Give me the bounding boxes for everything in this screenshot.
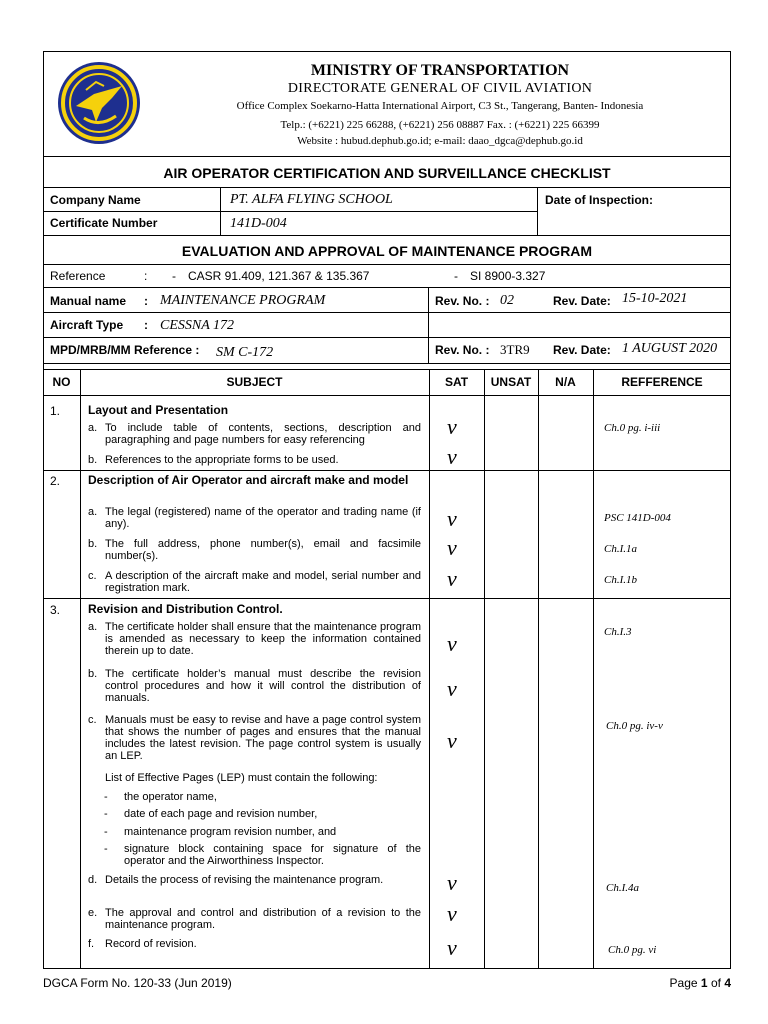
item-letter: e. (88, 907, 98, 919)
manual-rev-date-label: Rev. Date: (553, 294, 611, 308)
divider (429, 369, 430, 969)
mpd-rev-date-label: Rev. Date: (553, 343, 611, 357)
item-reference: PSC 141D-004 (604, 512, 671, 524)
ministry-logo (56, 60, 142, 146)
section-number: 1. (50, 404, 61, 418)
reference-colon: : (144, 269, 148, 283)
aircraft-type-label: Aircraft Type (50, 318, 124, 332)
col-header-subject: SUBJECT (226, 375, 283, 389)
item-text: Details the process of revising the maintenance program. (105, 874, 384, 886)
office-address: Office Complex Soekarno-Hatta International Airport, C3 St., Tangerang, Banten- Indonesia (236, 100, 644, 112)
item-letter: a. (88, 506, 98, 518)
divider (593, 369, 594, 969)
item-text: Manuals must be easy to revise and have a page control system that shows the number of pages and ensures that the manual includes the latest revision. The page control system is usually an LEP. (105, 714, 421, 762)
item-reference: Ch.I.4a (606, 882, 639, 894)
sat-mark: v (447, 444, 457, 469)
aircraft-type-colon: : (144, 318, 148, 332)
item-letter: c. (88, 570, 97, 582)
sat-mark: v (447, 676, 457, 701)
mpd-reference-value: SM C-172 (216, 345, 274, 360)
manual-rev-no-label: Rev. No. : (435, 294, 490, 308)
sat-mark: v (447, 728, 457, 753)
directorate-title: DIRECTORATE GENERAL OF CIVIL AVIATION (287, 81, 593, 96)
reference-dash-2: - (454, 269, 458, 283)
date-of-inspection-label: Date of Inspection: (545, 193, 654, 207)
item-letter: a. (88, 422, 98, 434)
lep-item: maintenance program revision number, and (124, 826, 337, 838)
page-indicator (620, 976, 731, 990)
page-number: 1 (700, 976, 708, 990)
sat-mark: v (447, 414, 457, 439)
company-name-label: Company Name (50, 193, 141, 207)
divider (484, 369, 485, 969)
sat-mark: v (447, 535, 457, 560)
manual-name-colon: : (144, 294, 148, 308)
ministry-title: MINISTRY OF TRANSPORTATION (310, 62, 570, 79)
section-number: 3. (50, 603, 61, 617)
sat-mark: v (447, 506, 457, 531)
aircraft-type-value: CESSNA 172 (160, 318, 235, 333)
page-prefix: Page (669, 976, 698, 990)
page-total: 4 (724, 976, 731, 990)
divider (43, 363, 731, 364)
sat-mark: v (447, 870, 457, 895)
reference-dash-1: - (172, 269, 176, 283)
divider (537, 187, 538, 235)
item-text: The approval and control and distribution of a revision to the maintenance program. (105, 907, 421, 931)
item-text: The legal (registered) name of the operator and trading name (if any). (105, 506, 421, 530)
checklist-item (88, 668, 421, 704)
item-reference: Ch.0 pg. vi (608, 944, 657, 956)
mpd-rev-no-value: 3TR9 (500, 342, 530, 357)
section-title-1: Layout and Presentation (88, 403, 229, 417)
mpd-reference-label: MPD/MRB/MM Reference : (50, 343, 200, 357)
checklist-item (88, 714, 421, 762)
checklist-item (88, 907, 421, 931)
col-header-reference: REFFERENCE (621, 375, 703, 389)
lep-item: signature block containing space for signature of the operator and the Airworthiness Inspector. (124, 843, 421, 867)
divider (43, 211, 220, 212)
item-text: References to the appropriate forms to be used. (105, 454, 339, 466)
divider (43, 312, 731, 313)
divider (43, 156, 731, 157)
checklist-item (88, 422, 421, 446)
divider (43, 598, 731, 599)
item-reference: Ch.0 pg. i-iii (604, 422, 661, 434)
lep-intro: List of Effective Pages (LEP) must contain the following: (105, 772, 378, 784)
section-number: 2. (50, 474, 61, 488)
divider (43, 287, 731, 288)
divider (80, 369, 81, 969)
divider (43, 235, 731, 236)
checklist-item (88, 938, 421, 950)
divider (538, 369, 539, 969)
phone-fax: Telp.: (+6221) 225 66288, (+6221) 256 08887 Fax. : (+6221) 225 66399 (280, 119, 600, 131)
col-header-sat: SAT (444, 375, 469, 389)
checklist-item (88, 570, 421, 594)
item-letter: b. (88, 538, 98, 550)
certificate-number-value: 141D-004 (230, 216, 287, 231)
page-of: of (710, 976, 721, 990)
checklist-item (88, 506, 421, 530)
item-letter: b. (88, 454, 98, 466)
lep-bullet: - (104, 808, 108, 820)
item-text: To include table of contents, sections, description and paragraphing and page numbers for easy referencing (105, 422, 421, 446)
item-text: Record of revision. (105, 938, 197, 950)
manual-rev-no-value: 02 (500, 293, 514, 308)
divider (43, 369, 731, 370)
item-letter: a. (88, 621, 98, 633)
section-title: EVALUATION AND APPROVAL OF MAINTENANCE PROGRAM (181, 243, 593, 259)
divider (428, 287, 429, 363)
item-text: The full address, phone number(s), email and facsimile number(s). (105, 538, 421, 562)
col-header-na: N/A (555, 375, 576, 389)
item-text: The certificate holder shall ensure that the maintenance program is amended as necessary to keep the information contained therein up to date. (105, 621, 421, 657)
lep-bullet: - (104, 791, 108, 803)
item-letter: c. (88, 714, 97, 726)
section-title-3: Revision and Distribution Control. (88, 602, 283, 616)
form-number: DGCA Form No. 120-33 (Jun 2019) (43, 976, 232, 990)
item-letter: f. (88, 938, 95, 950)
item-text: A description of the aircraft make and model, serial number and registration mark. (105, 570, 421, 594)
sat-mark: v (447, 935, 457, 960)
reference-value-1: CASR 91.409, 121.367 & 135.367 (188, 269, 370, 283)
item-reference: Ch.I.1a (604, 543, 637, 555)
lep-item: date of each page and revision number, (124, 808, 318, 820)
divider (43, 264, 731, 265)
website-email: Website : hubud.dephub.go.id; e-mail: daao_dgca@dephub.go.id (297, 135, 583, 147)
mpd-rev-date-value: 1 AUGUST 2020 (622, 341, 718, 356)
company-name-value: PT. ALFA FLYING SCHOOL (230, 192, 393, 207)
divider (43, 337, 731, 338)
sat-mark: v (447, 901, 457, 926)
manual-name-label: Manual name (50, 294, 127, 308)
divider (43, 470, 731, 471)
manual-name-value: MAINTENANCE PROGRAM (160, 293, 326, 308)
reference-value-2: SI 8900-3.327 (470, 269, 546, 283)
item-reference: Ch.0 pg. iv-v (606, 720, 663, 732)
col-header-unsat: UNSAT (490, 375, 532, 389)
mpd-rev-no-label: Rev. No. : (435, 343, 490, 357)
item-reference: Ch.I.1b (604, 574, 637, 586)
divider (43, 395, 731, 396)
lep-bullet: - (104, 826, 108, 838)
lep-item: the operator name, (124, 791, 217, 803)
item-letter: d. (88, 874, 98, 886)
section-title-2: Description of Air Operator and aircraft make and model (88, 473, 409, 487)
lep-bullet: - (104, 843, 108, 855)
certificate-number-label: Certificate Number (50, 216, 158, 230)
checklist-item (88, 621, 421, 657)
checklist-item (88, 538, 421, 562)
checklist-item (88, 454, 421, 466)
sat-mark: v (447, 566, 457, 591)
col-header-no: NO (52, 375, 71, 389)
checklist-item (88, 874, 421, 886)
item-letter: b. (88, 668, 98, 680)
divider (220, 211, 537, 212)
sat-mark: v (447, 631, 457, 656)
form-title: AIR OPERATOR CERTIFICATION AND SURVEILLANCE CHECKLIST (163, 165, 611, 181)
reference-label: Reference (50, 269, 106, 283)
item-reference: Ch.I.3 (604, 626, 632, 638)
item-text: The certificate holder’s manual must describe the revision control procedures and how it will control the distribution of manuals. (105, 668, 421, 704)
divider (43, 187, 731, 188)
manual-rev-date-value: 15-10-2021 (622, 291, 688, 306)
